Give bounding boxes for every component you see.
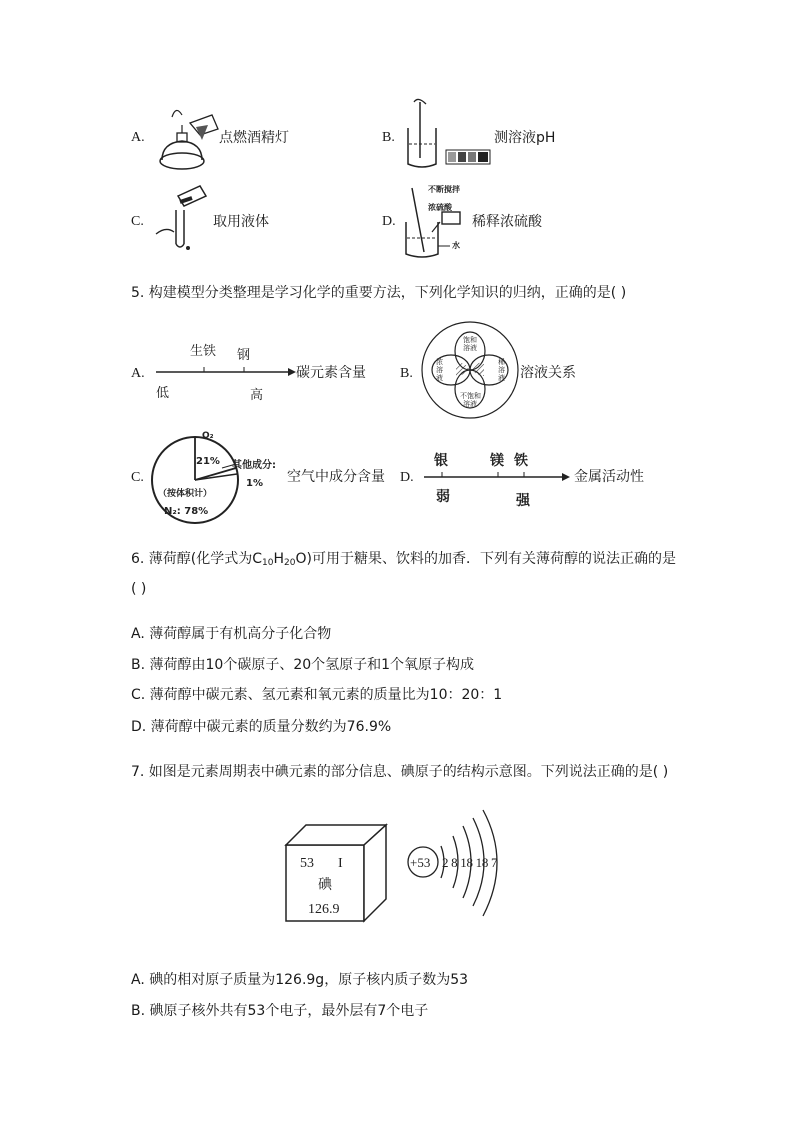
svg-text:溶: 溶 — [436, 366, 443, 374]
q6-option-b: B. 薄荷醇由10个碳原子、20个氢原子和1个氧原子构成 — [131, 657, 475, 673]
q5-option-c-letter: C. — [131, 470, 144, 485]
iron-label: 铁 — [514, 453, 528, 469]
liquid-pouring-illustration — [152, 182, 212, 254]
q4-option-c-letter: C. — [131, 214, 144, 229]
concentrated-label: 浓 — [436, 358, 443, 366]
saturated-label: 饱和 — [463, 336, 477, 344]
element-name: 碘 — [318, 877, 332, 893]
q5-option-d-caption: 金属活动性 — [574, 469, 644, 485]
magnesium-label: 镁 — [490, 453, 504, 469]
alcohol-lamp-illustration — [152, 105, 222, 175]
carbon-content-axis — [150, 335, 300, 407]
metal-activity-axis — [420, 445, 572, 511]
high-label: 高 — [250, 388, 264, 403]
stir-label: 不断搅拌 — [428, 185, 460, 194]
q5-option-a-letter: A. — [131, 366, 145, 381]
q4-option-d-text: 稀释浓硫酸 — [472, 214, 542, 230]
acid-label: 浓硫酸 — [428, 203, 452, 212]
q6-answer-paren: ( ) — [131, 581, 147, 597]
q4-option-b-text: 测溶液pH — [494, 130, 556, 146]
q4-option-c-text: 取用液体 — [213, 214, 269, 230]
q6-option-d: D. 薄荷醇中碳元素的质量分数约为76.9% — [131, 719, 392, 735]
air-composition-pie — [150, 424, 290, 530]
q5-option-b-letter: B. — [400, 366, 413, 381]
q7-option-b: B. 碘原子核外共有53个电子，最外层有7个电子 — [131, 1003, 429, 1019]
q4-option-a-letter: A. — [131, 130, 145, 145]
water-label: 水 — [452, 241, 460, 250]
nucleus-charge: +53 — [410, 855, 431, 870]
o2-label: O₂ — [202, 431, 214, 441]
q4-option-a-text: 点燃酒精灯 — [219, 130, 289, 146]
strong-label: 强 — [516, 493, 530, 509]
q4-option-d-letter: D. — [382, 214, 396, 229]
pig-iron-label: 生铁 — [190, 344, 217, 359]
svg-text:溶液: 溶液 — [463, 400, 477, 408]
svg-text:液: 液 — [498, 374, 505, 382]
q6-option-a: A. 薄荷醇属于有机高分子化合物 — [131, 626, 332, 642]
other-percent: 1% — [246, 478, 263, 489]
steel-label: 钢 — [237, 348, 251, 363]
atomic-number: 53 — [300, 856, 314, 871]
dilute-label: 稀 — [498, 358, 505, 366]
atomic-mass: 126.9 — [308, 902, 340, 917]
q5-option-d-letter: D. — [400, 470, 414, 485]
ph-test-illustration — [400, 98, 492, 170]
by-volume-label: （按体积计） — [158, 489, 213, 499]
solution-relationship-diagram — [420, 320, 520, 420]
iodine-element-cell — [282, 823, 392, 923]
svg-text:液: 液 — [436, 374, 443, 382]
q5-option-b-caption: 溶液关系 — [520, 365, 576, 381]
element-symbol: I — [338, 856, 343, 871]
other-components-label: 其他成分: — [232, 460, 276, 471]
o2-percent: 21% — [196, 456, 220, 467]
q5-option-c-caption: 空气中成分含量 — [287, 469, 385, 485]
q4-option-b-letter: B. — [382, 130, 395, 145]
q5-stem: 5. 构建模型分类整理是学习化学的重要方法，下列化学知识的归纳，正确的是( ) — [131, 285, 627, 301]
n2-label: N₂: 78% — [164, 506, 209, 517]
q6-stem: 6. 薄荷醇(化学式为$C_{10}H_{20}O$)可用于糖果、饮料的加香．下列有关薄荷醇的说法正确的是 — [131, 551, 676, 568]
q5-option-a-caption: 碳元素含量 — [296, 365, 366, 381]
silver-label: 银 — [434, 453, 448, 469]
q7-option-a: A. 碘的相对原子质量为126.9g，原子核内质子数为53 — [131, 972, 469, 988]
acid-dilution-illustration — [400, 182, 480, 260]
svg-text:溶: 溶 — [498, 366, 505, 374]
low-label: 低 — [156, 386, 170, 401]
iodine-atom-structure — [405, 808, 535, 920]
unsaturated-label: 不饱和 — [460, 392, 481, 400]
svg-text:溶液: 溶液 — [463, 344, 477, 352]
weak-label: 弱 — [436, 489, 450, 505]
q6-option-c: C. 薄荷醇中碳元素、氢元素和氧元素的质量比为10：20：1 — [131, 687, 503, 703]
q7-stem: 7. 如图是元素周期表中碘元素的部分信息、碘原子的结构示意图。下列说法正确的是( ) — [131, 764, 669, 780]
electron-shells: 2 8 18 18 7 — [442, 855, 498, 870]
